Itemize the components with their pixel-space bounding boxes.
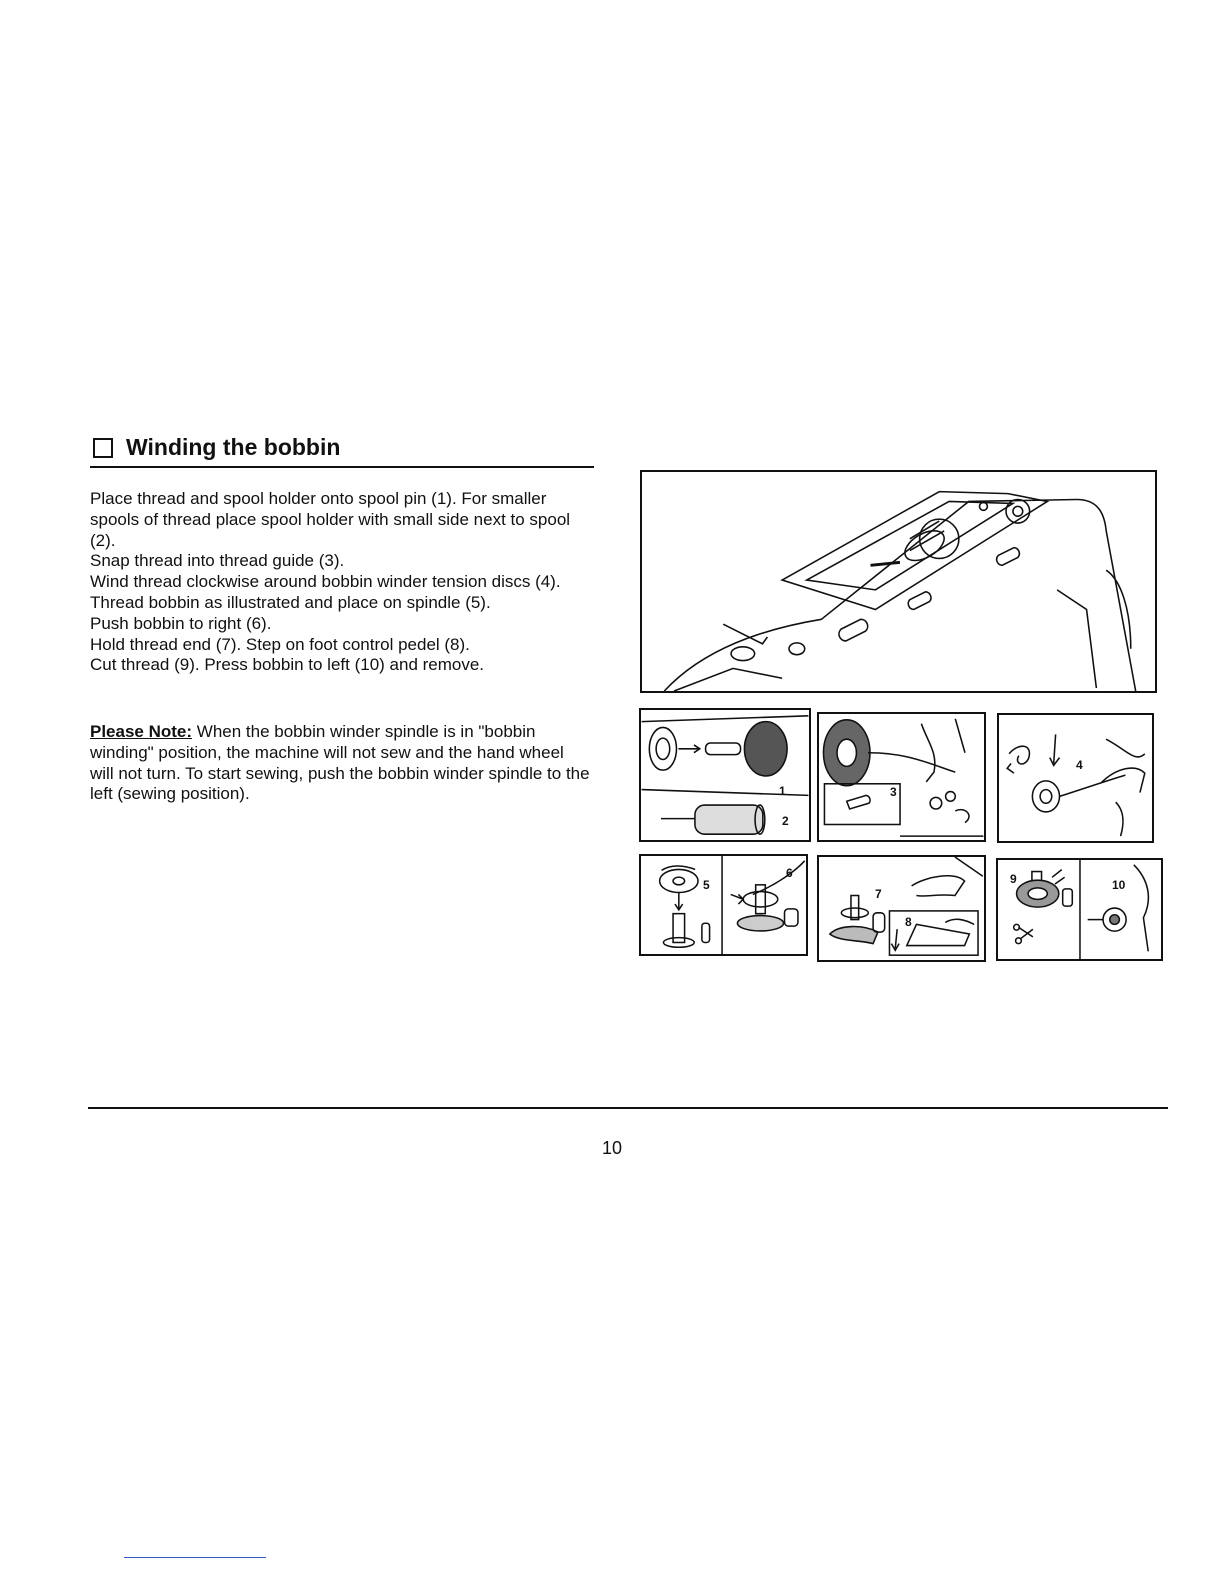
step-label-4: 4: [1076, 758, 1083, 772]
instruction-step: Cut thread (9). Press bobbin to left (10) and remove.: [90, 655, 485, 675]
footer-rule: [88, 1107, 1168, 1109]
cut-and-remove-illustration: [996, 858, 1163, 961]
step-label-10: 10: [1112, 878, 1126, 892]
instruction-step: Place thread and spool holder onto spool pin (1). For smaller spools of thread place spool holder with small side next to spool (2).: [90, 489, 571, 550]
instruction-step: Wind thread clockwise around bobbin winder tension discs (4).: [90, 572, 561, 592]
bobbin-spindle-illustration: [639, 854, 808, 956]
machine-top-illustration: [640, 470, 1157, 693]
step-label-8: 8: [905, 915, 912, 929]
instruction-step: Thread bobbin as illustrated and place on spindle (5).: [90, 592, 491, 612]
tension-disc-illustration: [997, 713, 1154, 843]
checkbox-icon: [93, 438, 113, 458]
step-label-1: 1: [779, 784, 786, 798]
page-number: 10: [601, 1138, 623, 1158]
note-text: When the bobbin winder spindle is in "bobbin winding" position, the machine will not sew and the hand wheel will not turn. To start sewing, push the bobbin winder spindle to the left (sewing position).: [90, 722, 590, 804]
please-note: [90, 722, 590, 805]
step-label-2: 2: [782, 814, 789, 828]
instruction-step: Push bobbin to right (6).: [90, 613, 272, 633]
thread-guide-illustration: [817, 712, 986, 842]
step-label-3: 3: [890, 785, 897, 799]
step-label-9: 9: [1010, 872, 1017, 886]
step-label-5: 5: [703, 878, 710, 892]
section-header: [90, 432, 594, 468]
instructions: [90, 489, 600, 676]
instruction-step: Snap thread into thread guide (3).: [90, 551, 345, 571]
instruction-step: Hold thread end (7). Step on foot control pedel (8).: [90, 634, 470, 654]
step-label-7: 7: [875, 887, 882, 901]
spool-pin-illustration: [639, 708, 811, 842]
section-title: Winding the bobbin: [126, 434, 341, 460]
bottom-rule: [124, 1557, 266, 1558]
foot-control-illustration: [817, 855, 986, 962]
note-label: Please Note:: [90, 722, 193, 741]
step-label-6: 6: [786, 866, 793, 880]
